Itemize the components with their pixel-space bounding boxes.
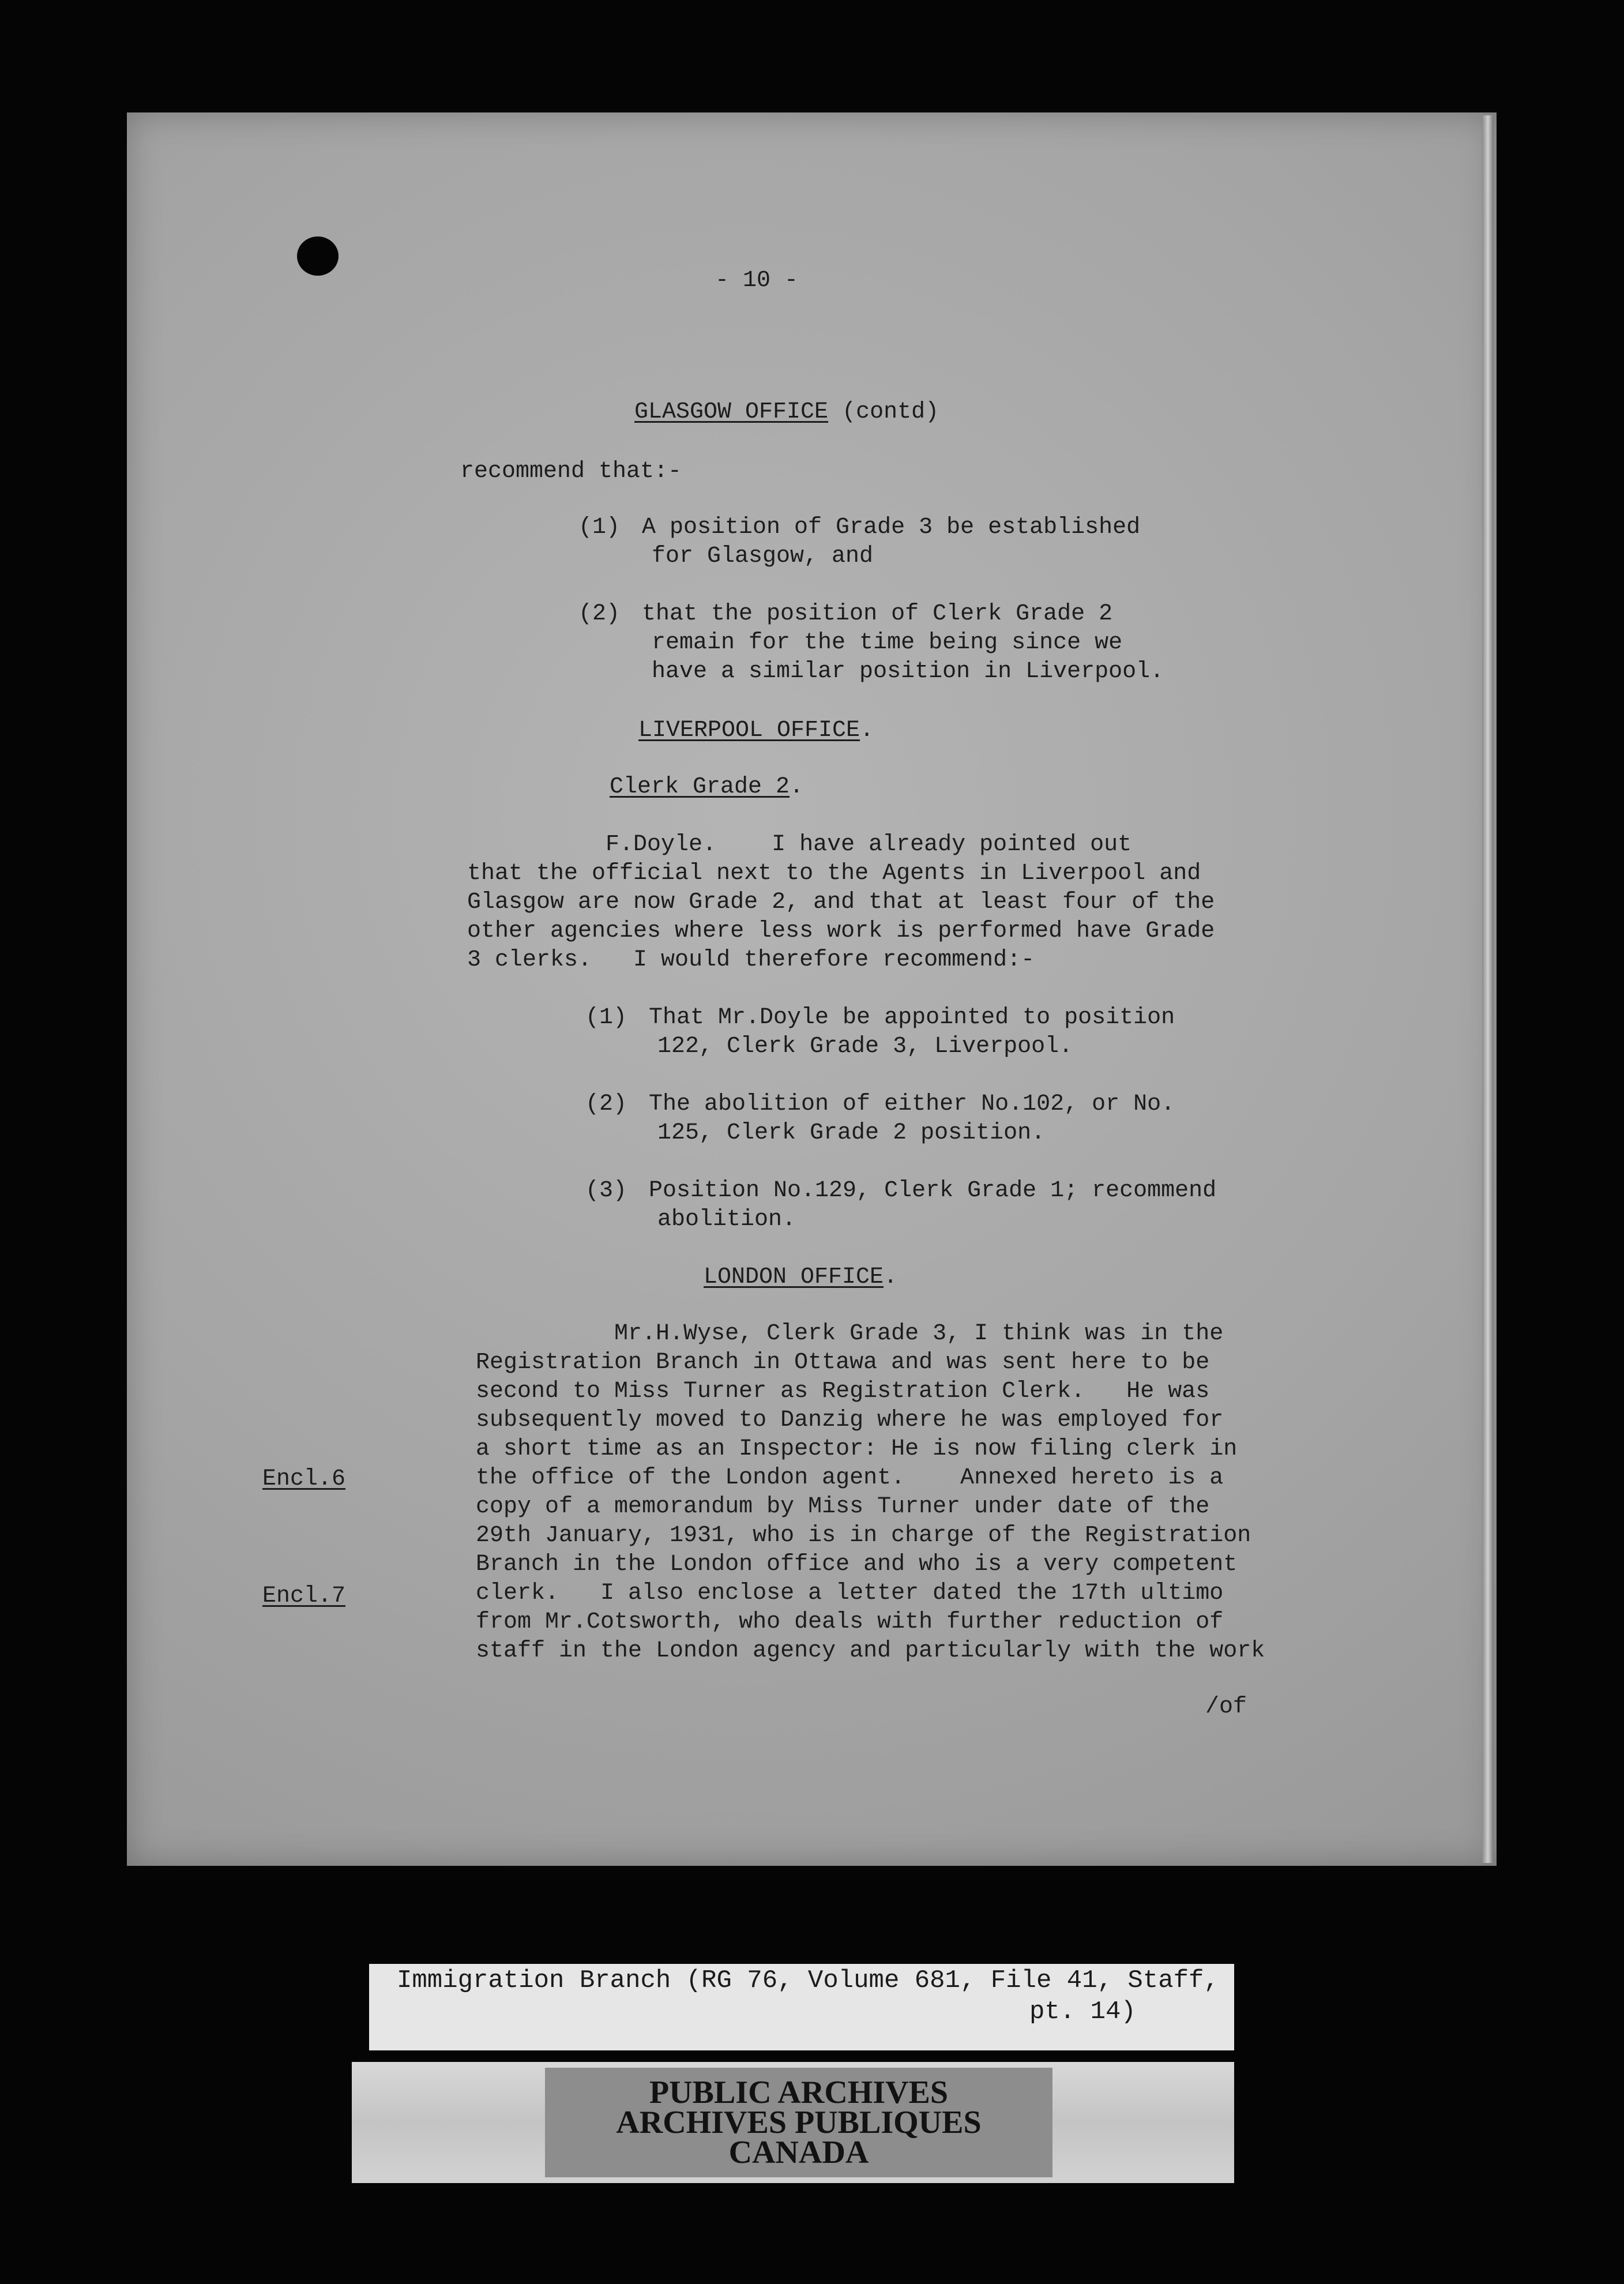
heading-glasgow-suffix: (contd) [828,399,939,425]
paragraph-line: F.Doyle. I have already pointed out [467,832,1132,858]
paragraph-line: staff in the London agency and particularly with the work [476,1638,1265,1664]
item-line: have a similar position in Liverpool. [652,659,1164,685]
paragraph-line: clerk. I also enclose a letter dated the 17th ultimo [476,1580,1224,1606]
heading-glasgow [634,398,939,427]
margin-note-encl-7: Encl.7 [262,1583,346,1609]
paragraph-line: Glasgow are now Grade 2, and that at least four of the [467,889,1215,915]
item-number: (1) [578,514,621,540]
page-edge [1482,115,1494,1863]
paragraph-line: that the official next to the Agents in Liverpool and [467,861,1201,886]
continuation-marker: /of [1205,1694,1247,1720]
paragraph-line: from Mr.Cotsworth, who deals with further reduction of [476,1609,1224,1635]
item-line: for Glasgow, and [652,543,874,569]
item-line: 125, Clerk Grade 2 position. [657,1120,1046,1146]
recommend-intro: recommend that:- [460,459,682,484]
archive-label-line2: pt. 14) [1029,1997,1136,2026]
liverpool-item [585,1177,1216,1205]
paragraph-line: other agencies where less work is performed have Grade [467,918,1215,944]
item-number: (2) [585,1091,627,1117]
page-number: - 10 - [715,268,799,294]
item-number: (3) [585,1178,627,1204]
stamp-line-3: CANADA [728,2135,869,2170]
heading-london: LONDON OFFICE. [704,1264,898,1290]
heading-glasgow-title: GLASGOW OFFICE [634,399,829,425]
paragraph-line: second to Miss Turner as Registration Clerk. He was [476,1378,1210,1404]
glasgow-item [578,513,1140,542]
paragraph-line: a short time as an Inspector: He is now filing clerk in [476,1436,1238,1462]
paragraph-line: Branch in the London office and who is a very competent [476,1552,1238,1577]
archive-label-line1: Immigration Branch (RG 76, Volume 681, File 41, Staff, [397,1966,1219,1995]
item-line: that the position of Clerk Grade 2 [642,601,1113,627]
punch-hole [297,236,339,276]
paragraph-line: Mr.H.Wyse, Clerk Grade 3, I think was in the [476,1321,1224,1347]
item-line: remain for the time being since we [652,630,1123,656]
item-line: Position No.129, Clerk Grade 1; recommend [649,1178,1217,1204]
paragraph-line: 3 clerks. I would therefore recommend:- [467,947,1035,973]
heading-london-title: LONDON OFFICE [704,1264,884,1290]
heading-liverpool: LIVERPOOL OFFICE. [638,717,874,743]
stamp-line-2: ARCHIVES PUBLIQUES [616,2105,982,2140]
glasgow-item [578,600,1112,629]
item-line: The abolition of either No.102, or No. [649,1091,1175,1117]
paragraph-line: Registration Branch in Ottawa and was sent here to be [476,1350,1210,1376]
subheading-clerk-grade: Clerk Grade 2. [610,774,804,800]
margin-note-encl-6: Encl.6 [262,1466,346,1492]
paragraph-line: the office of the London agent. Annexed hereto is a [476,1465,1224,1491]
liverpool-item [585,1004,1175,1032]
item-number: (1) [585,1005,627,1031]
liverpool-item [585,1090,1175,1119]
paragraph-line: 29th January, 1931, who is in charge of the Registration [476,1523,1251,1549]
item-line: That Mr.Doyle be appointed to position [649,1005,1175,1031]
item-line: abolition. [657,1207,796,1233]
item-line: 122, Clerk Grade 3, Liverpool. [657,1034,1073,1060]
paragraph-line: copy of a memorandum by Miss Turner under date of the [476,1494,1210,1520]
item-line: A position of Grade 3 be established [642,514,1141,540]
subheading-clerk-title: Clerk Grade 2 [610,774,790,800]
item-number: (2) [578,601,621,627]
heading-liverpool-title: LIVERPOOL OFFICE [638,717,860,743]
stamp-line-1: PUBLIC ARCHIVES [649,2075,949,2110]
paragraph-line: subsequently moved to Danzig where he was employed for [476,1407,1224,1433]
